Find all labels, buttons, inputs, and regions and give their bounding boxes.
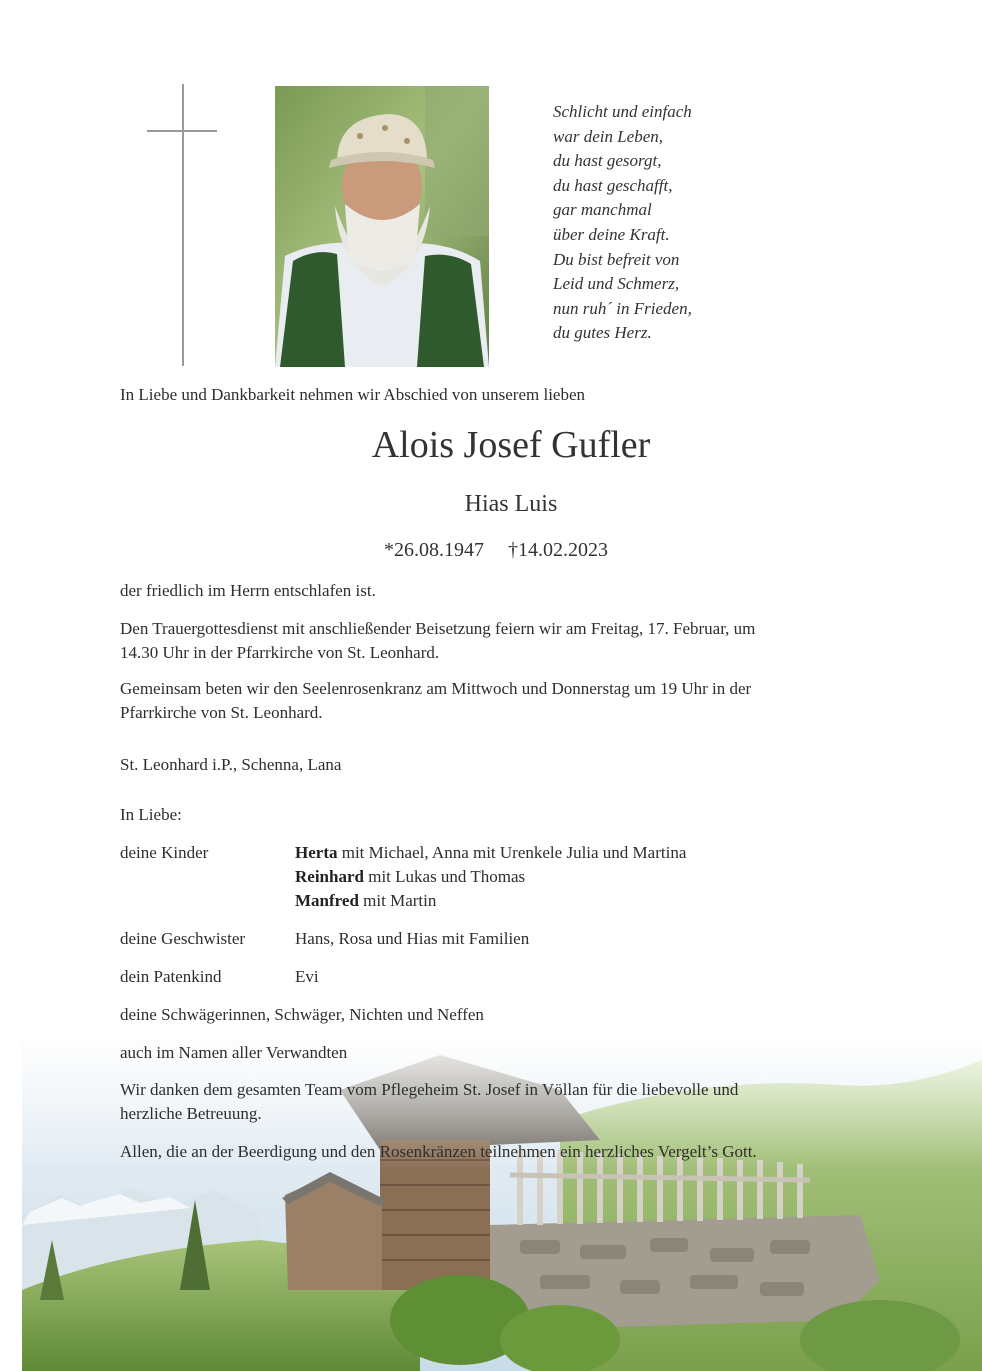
deceased-name: Alois Josef Gufler — [371, 424, 651, 466]
intro-text: In Liebe und Dankbarkeit nehmen wir Abschied von unserem lieben — [120, 385, 586, 404]
children-label: deine Kinder — [120, 843, 209, 862]
birth-date: *26.08.1947 — [384, 539, 484, 561]
child-name: Manfred — [295, 891, 359, 910]
poem-line: Du bist befreit von — [553, 249, 680, 269]
cross-icon-bar — [147, 130, 217, 132]
poem-line: Schlicht und einfach — [553, 102, 692, 121]
deceased-nickname: Hias Luis — [464, 491, 558, 517]
poem-line: Leid und Schmerz, — [553, 274, 680, 294]
child-entry — [295, 865, 525, 889]
poem-line: war dein Leben, — [553, 126, 664, 146]
child-entry — [295, 889, 436, 913]
poem-line: du hast gesorgt, — [553, 151, 662, 171]
in-love-heading: In Liebe: — [120, 805, 182, 824]
memorial-poem — [553, 100, 692, 346]
godchild-value: Evi — [295, 967, 319, 986]
relatives-text: deine Schwägerinnen, Schwäger, Nichten und Neffen — [120, 1005, 484, 1024]
poem-line: gar manchmal — [553, 200, 652, 220]
final-thanks-text: Allen, die an der Beerdigung und den Rosenkränzen teilnehmen ein herzliches Vergelt’s Gott. — [120, 1142, 757, 1161]
poem-line: über deine Kraft. — [553, 224, 670, 244]
poem-line: du hast geschafft, — [553, 175, 673, 195]
poem-line: nun ruh´ in Frieden, — [553, 298, 692, 318]
poem-line: du gutes Herz. — [553, 323, 652, 343]
child-rest: mit Martin — [358, 891, 437, 910]
all-relatives-text: auch im Namen aller Verwandten — [120, 1043, 348, 1062]
child-rest: mit Lukas und Thomas — [363, 867, 526, 886]
funeral-service-text: Den Trauergottesdienst mit anschließender Beisetzung feiern wir am Freitag, 17. Februar, um — [120, 619, 756, 638]
funeral-service-text: 14.30 Uhr in der Pfarrkirche von St. Leonhard. — [120, 643, 440, 662]
thanks-text: Wir danken dem gesamten Team vom Pflegeheim St. Josef in Völlan für die liebevolle und — [120, 1080, 739, 1099]
passed-away-text: der friedlich im Herrn entschlafen ist. — [120, 581, 376, 600]
child-rest: mit Michael, Anna mit Urenkele Julia und Martina — [337, 843, 687, 862]
life-dates — [384, 537, 632, 563]
siblings-value: Hans, Rosa und Hias mit Familien — [295, 929, 530, 948]
child-name: Herta — [295, 843, 338, 862]
cross-icon — [182, 84, 184, 366]
rosary-text: Gemeinsam beten wir den Seelenrosenkranz am Mittwoch und Donnerstag um 19 Uhr in der — [120, 679, 752, 698]
portrait-photo — [275, 86, 489, 367]
siblings-label: deine Geschwister — [120, 929, 246, 948]
child-entry — [295, 841, 686, 865]
child-name: Reinhard — [295, 867, 364, 886]
places-text: St. Leonhard i.P., Schenna, Lana — [120, 755, 342, 774]
thanks-text: herzliche Betreuung. — [120, 1104, 262, 1123]
rosary-text: Pfarrkirche von St. Leonhard. — [120, 703, 323, 722]
godchild-label: dein Patenkind — [120, 967, 222, 986]
death-date: †14.02.2023 — [508, 539, 608, 561]
